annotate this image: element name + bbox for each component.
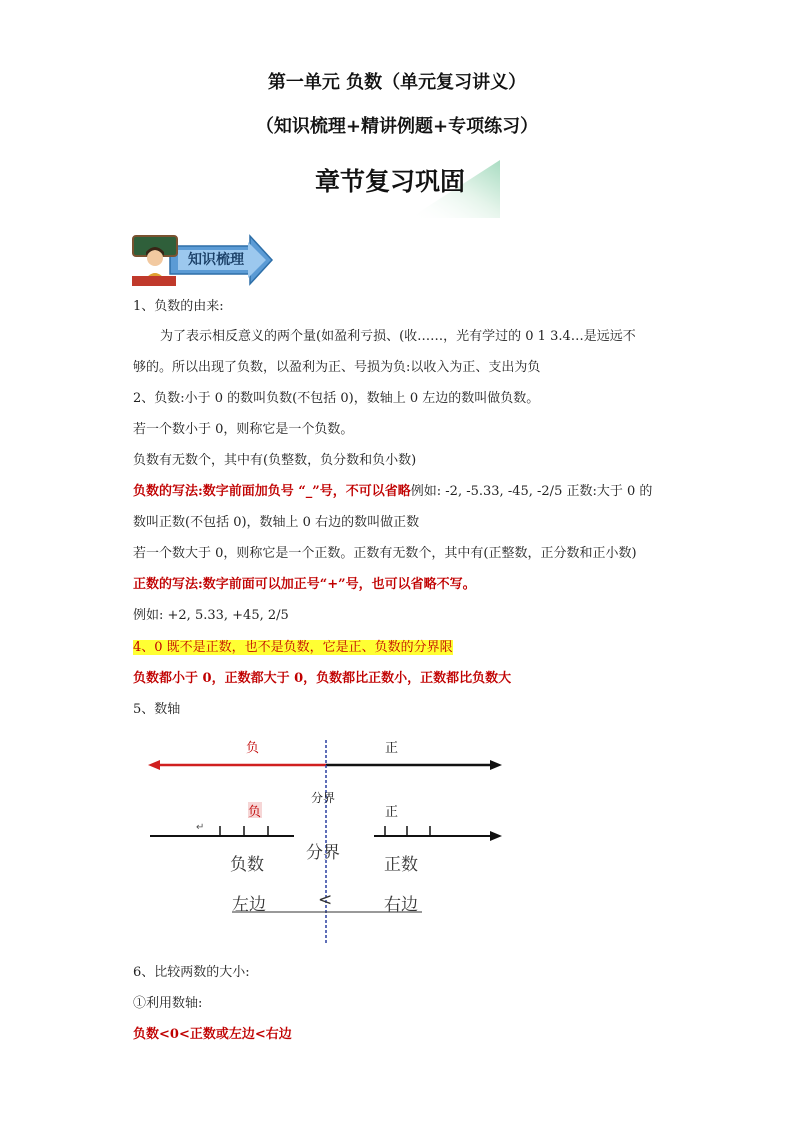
line-positive-def: 数叫正数(不包括 0)，数轴上 0 右边的数叫做正数 (133, 515, 420, 530)
label-right-side: 右边 (384, 895, 418, 915)
knowledge-badge-label: 知识梳理 (188, 252, 244, 268)
label-negative-mid: 负 (248, 805, 262, 820)
zero-boundary-highlight: 4、0 既不是正数，也不是负数，它是正、负数的分界限 (133, 640, 453, 655)
negative-writing-example: 例如: -2, -5.33, -45, -2/5 正数:大于 0 的 (410, 484, 653, 499)
label-less-than: < (318, 890, 333, 910)
line-compare-heading: 6、比较两数的大小: (133, 965, 250, 980)
line-negative-rule: 若一个数小于 0，则称它是一个负数。 (133, 422, 354, 437)
number-line-diagram (140, 732, 510, 947)
knowledge-badge (130, 232, 275, 287)
label-negative-top: 负 (246, 741, 260, 756)
line-negative-writing (133, 482, 693, 502)
negative-writing-rule: 负数的写法:数字前面加负号 “_”号，不可以省略 (133, 484, 411, 499)
label-positive-mid: 正 (385, 805, 399, 820)
line-positive-writing: 正数的写法:数字前面可以加正号“+”号，也可以省略不写。 (133, 577, 476, 592)
label-negative-number: 负数 (230, 855, 264, 875)
line-negative-def: 2、负数:小于 0 的数叫负数(不包括 0)，数轴上 0 左边的数叫做负数。 (133, 391, 540, 406)
line-positive-example: 例如: +2, 5.33, +45, 2/5 (133, 608, 289, 623)
return-mark: ↵ (196, 822, 205, 833)
line-origin-text-2: 够的。所以出现了负数，以盈利为正、号损为负:以收入为正、支出为负 (133, 360, 541, 375)
line-compare-method: ①利用数轴: (133, 996, 203, 1011)
line-negative-kinds: 负数有无数个，其中有(负整数，负分数和负小数) (133, 453, 417, 468)
line-compare-result: 负数<0<正数或左边<右边 (133, 1027, 292, 1042)
label-boundary-large: 分界 (306, 843, 340, 863)
document-title: 第一单元 负数（单元复习讲义） (267, 72, 527, 93)
section-banner-title: 章节复习巩固 (314, 167, 465, 196)
line-zero-boundary (133, 638, 693, 658)
section-banner (310, 160, 500, 218)
line-positive-kinds: 若一个数大于 0，则称它是一个正数。正数有无数个，其中有(正整数，正分数和正小数) (133, 546, 637, 561)
label-positive-top: 正 (385, 741, 399, 756)
line-origin-heading: 1、负数的由来: (133, 299, 224, 314)
label-positive-number: 正数 (384, 855, 418, 875)
document-subtitle: （知识梳理+精讲例题+专项练习） (255, 116, 539, 137)
label-left-side: 左边 (232, 895, 266, 915)
line-origin-text-1: 为了表示相反意义的两个量(如盈利亏损、(收……，光有学过的 0 1 3.4…是远远不 (160, 329, 636, 344)
line-number-line-heading: 5、数轴 (133, 702, 181, 717)
line-compare-rule: 负数都小于 0，正数都大于 0，负数都比正数小，正数都比负数大 (133, 671, 512, 686)
label-boundary-small: 分界 (311, 791, 336, 805)
